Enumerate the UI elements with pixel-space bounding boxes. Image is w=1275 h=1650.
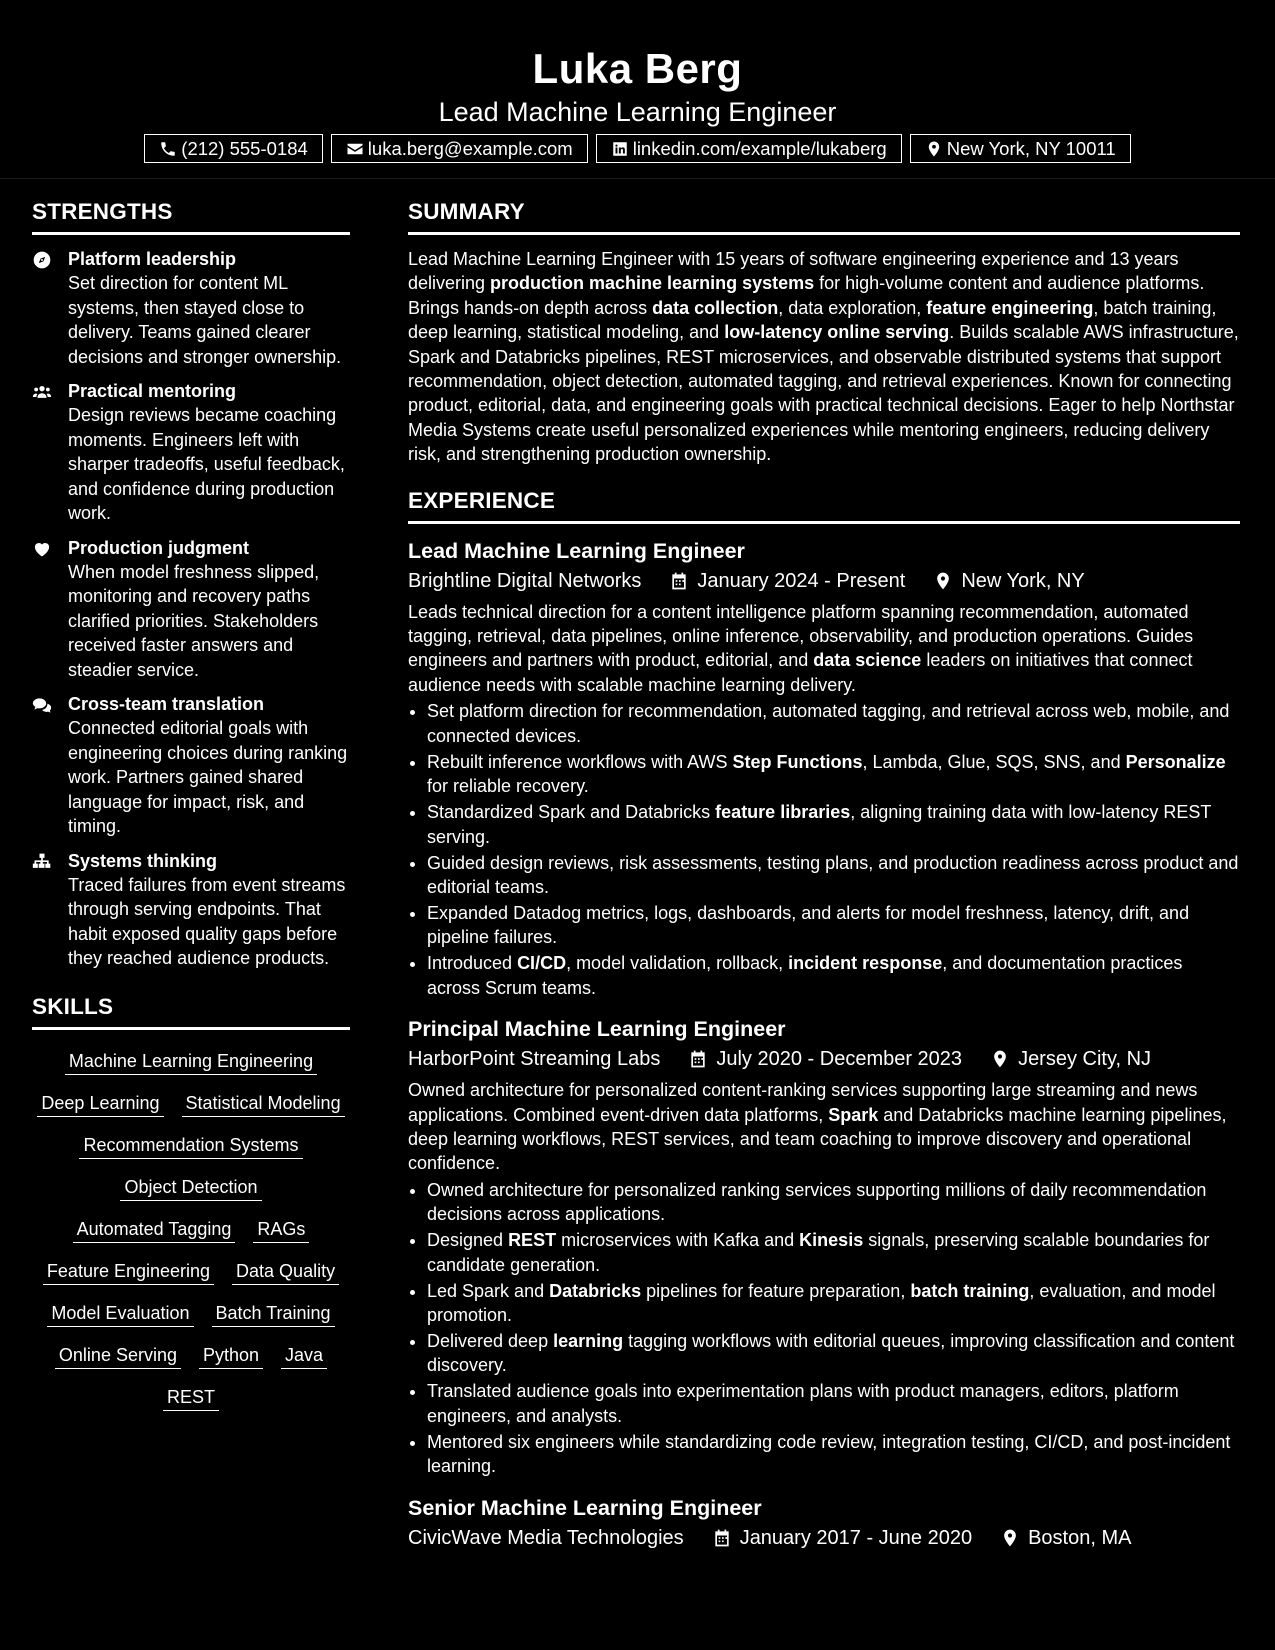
envelope-icon: [346, 140, 364, 158]
job-meta: [408, 1523, 1240, 1553]
bold-keyword: batch training: [910, 1280, 1030, 1301]
bold-keyword: low-latency online serving: [724, 322, 950, 343]
skill-tag: Automated Tagging: [73, 1216, 236, 1243]
skill-tag: Machine Learning Engineering: [65, 1048, 317, 1075]
bold-keyword: incident response: [788, 953, 943, 974]
job-entry: [408, 1014, 1240, 1478]
strength-title: Production judgment: [68, 537, 249, 558]
heart-icon: [32, 539, 52, 559]
left-column: [32, 190, 350, 1411]
contact-bar: [0, 134, 1275, 163]
job-bullets: [408, 1178, 1240, 1479]
bold-keyword: data science: [813, 650, 922, 671]
phone-icon: [159, 140, 177, 158]
calendar-icon: [669, 571, 689, 591]
bold-keyword: CI/CD: [517, 953, 567, 974]
map-pin-icon: [925, 140, 943, 158]
linkedin-text: linkedin.com/example/lukaberg: [632, 137, 887, 159]
calendar-icon: [688, 1049, 708, 1069]
strength-item: [32, 692, 350, 839]
job-bullet: • Guided design reviews, risk assessments, testing plans, and production readiness across product and editorial teams.: [427, 851, 1240, 900]
job-bullet: • Led Spark and Databricks pipelines for feature preparation, batch training, evaluation, and model promotion.: [427, 1279, 1240, 1328]
contact-email[interactable]: [331, 134, 588, 163]
job-company: CivicWave Media Technologies: [408, 1526, 684, 1549]
job-bullet: • Set platform direction for recommendation, automated tagging, and retrieval across web, mobile, and connected devices.: [427, 699, 1240, 748]
job-title: Principal Machine Learning Engineer: [408, 1017, 786, 1042]
skill-tag: Deep Learning: [37, 1090, 163, 1117]
comments-icon: [32, 695, 52, 715]
strength-title: Platform leadership: [68, 249, 237, 269]
strength-desc: Set direction for content ML systems, then stayed close to delivery. Teams gained clearer decisions and stronger ownership.: [68, 273, 342, 367]
skills-heading: SKILLS: [32, 985, 350, 1030]
bold-keyword: Personalize: [1125, 751, 1226, 772]
skill-tag: Object Detection: [120, 1174, 261, 1201]
strength-desc: Traced failures from event streams through serving endpoints. That habit exposed quality gaps before they reached audience products.: [68, 874, 346, 968]
strength-desc: Design reviews became coaching moments. Engineers left with sharper tradeoffs, useful feedback, and confidence during production work.: [68, 405, 345, 523]
job-bullet: • Rebuilt inference workflows with AWS Step Functions, Lambda, Glue, SQS, SNS, and Personalize for reliable recovery.: [427, 750, 1240, 799]
job-bullet: • Delivered deep learning tagging workflows with editorial queues, improving classification and content discovery.: [427, 1329, 1240, 1378]
job-bullet: • Translated audience goals into experimentation plans with product managers, editors, platform engineers, and analysts.: [427, 1379, 1240, 1428]
skill-tag: Batch Training: [212, 1300, 335, 1327]
job-location: Jersey City, NJ: [1018, 1048, 1152, 1071]
strength-item: [32, 536, 350, 683]
job-location: Boston, MA: [1028, 1526, 1132, 1549]
skill-tag: Data Quality: [232, 1258, 339, 1285]
map-pin-icon: [1000, 1528, 1020, 1548]
job-title: Senior Machine Learning Engineer: [408, 1495, 762, 1520]
bold-keyword: REST: [508, 1230, 557, 1251]
bold-keyword: Databricks: [549, 1280, 642, 1301]
skills-list: [32, 1042, 350, 1411]
bold-keyword: feature libraries: [715, 802, 851, 823]
experience-heading: EXPERIENCE: [408, 479, 1240, 524]
contact-linkedin[interactable]: [596, 134, 902, 163]
job-dates: January 2024 - Present: [697, 569, 906, 592]
bold-keyword: feature engineering: [926, 297, 1094, 318]
strength-title: Practical mentoring: [68, 381, 237, 401]
summary-text: Lead Machine Learning Engineer with 15 years of software engineering experience and 13 years delivering production machine learning systems for high-volume content and audience platforms. Brings hands-on depth across data collection, data exploration, feature engineering, batch training, deep learning, statistical modeling, and low-latency online serving. Builds scalable AWS infrastructure, Spark and Databricks pipelines, REST microservices, and observable distributed systems that support recommendation, object detection, automated tagging, and retrieval experiences. Known for connecting product, editorial, data, and engineering goals with practical technical decisions. Eager to help Northstar Media Systems create useful personalized experiences while mentoring engineers, reducing delivery risk, and strengthening production ownership.: [408, 249, 1239, 465]
email-text: luka.berg@example.com: [367, 137, 573, 159]
job-company: Brightline Digital Networks: [408, 569, 642, 592]
right-column: [408, 190, 1240, 1567]
location-text: New York, NY 10011: [946, 137, 1116, 159]
job-location: New York, NY: [961, 569, 1085, 592]
bold-keyword: Spark: [828, 1104, 879, 1125]
contact-phone[interactable]: [144, 134, 323, 163]
bold-keyword: Kinesis: [799, 1230, 864, 1251]
sitemap-icon: [32, 852, 52, 872]
job-title: Lead Machine Learning Engineer: [408, 538, 745, 563]
job-bullet: • Mentored six engineers while standardizing code review, integration testing, CI/CD, and post-incident learning.: [427, 1430, 1240, 1479]
users-icon: [32, 382, 52, 402]
resume-header: [0, 0, 1275, 179]
job-bullet: • Expanded Datadog metrics, logs, dashboards, and alerts for model freshness, latency, drift, and pipeline failures.: [427, 901, 1240, 950]
strength-title: Systems thinking: [68, 850, 218, 871]
job-description: Leads technical direction for a content intelligence platform spanning recommendation, automated tagging, retrieval, data pipelines, online inference, observability, and production operations. Guides engineers and partners with product, editorial, and data science leaders on initiatives that connect audience needs with scalable machine learning delivery.: [408, 601, 1194, 695]
bold-keyword: Step Functions: [732, 751, 863, 772]
job-description: Owned architecture for personalized content-ranking services supporting large streaming and news applications. Combined event-driven data platforms, Spark and Databricks machine learning pipelines, deep learning workflows, REST services, and team coaching to improve discovery and operational confidence.: [408, 1080, 1227, 1174]
strength-item: [32, 379, 350, 526]
job-entry: [408, 1493, 1240, 1553]
strength-title: Cross-team translation: [68, 694, 265, 714]
bold-keyword: production machine learning systems: [490, 273, 815, 294]
compass-icon: [32, 250, 52, 270]
strengths-heading: STRENGTHS: [32, 190, 350, 235]
phone-text: (212) 555-0184: [181, 137, 308, 159]
skill-tag: REST: [163, 1384, 219, 1411]
skill-tag: Model Evaluation: [47, 1300, 193, 1327]
candidate-name: Luka Berg: [532, 45, 743, 92]
job-bullet: • Introduced CI/CD, model validation, rollback, incident response, and documentation practices across Scrum teams.: [427, 951, 1240, 1000]
skill-tag: Feature Engineering: [43, 1258, 214, 1285]
linkedin-icon: [611, 140, 629, 158]
job-dates: July 2020 - December 2023: [716, 1048, 963, 1071]
job-bullets: [408, 699, 1240, 1000]
job-bullet: • Standardized Spark and Databricks feature libraries, aligning training data with low-latency REST serving.: [427, 800, 1240, 849]
contact-location[interactable]: [910, 134, 1131, 163]
candidate-title: Lead Machine Learning Engineer: [438, 97, 837, 127]
job-bullet: • Owned architecture for personalized ranking services supporting millions of daily recommendation decisions across applications.: [427, 1178, 1240, 1227]
strength-desc: When model freshness slipped, monitoring and recovery paths clarified priorities. Stakeholders received faster answers and steadier service.: [68, 561, 320, 680]
job-dates: January 2017 - June 2020: [739, 1526, 973, 1549]
skill-tag: RAGs: [253, 1216, 309, 1243]
job-bullet: • Designed REST microservices with Kafka and Kinesis signals, preserving scalable boundaries for candidate generation.: [427, 1228, 1240, 1277]
strength-desc: Connected editorial goals with engineering choices during ranking work. Partners gained shared language for impact, risk, and timing.: [68, 718, 348, 836]
job-meta: [408, 1044, 1240, 1074]
strength-item: [32, 247, 350, 369]
bold-keyword: data collection: [652, 297, 779, 318]
bold-keyword: learning: [553, 1330, 624, 1351]
job-meta: [408, 566, 1240, 596]
summary-heading: SUMMARY: [408, 190, 1240, 235]
skill-tag: Recommendation Systems: [79, 1132, 302, 1159]
skill-tag: Java: [281, 1342, 327, 1369]
calendar-icon: [712, 1528, 732, 1548]
skill-tag: Statistical Modeling: [182, 1090, 345, 1117]
skill-tag: Online Serving: [55, 1342, 181, 1369]
strength-item: [32, 849, 350, 971]
map-pin-icon: [990, 1049, 1010, 1069]
map-pin-icon: [933, 571, 953, 591]
job-company: HarborPoint Streaming Labs: [408, 1048, 661, 1071]
skill-tag: Python: [199, 1342, 263, 1369]
job-entry: [408, 536, 1240, 1000]
